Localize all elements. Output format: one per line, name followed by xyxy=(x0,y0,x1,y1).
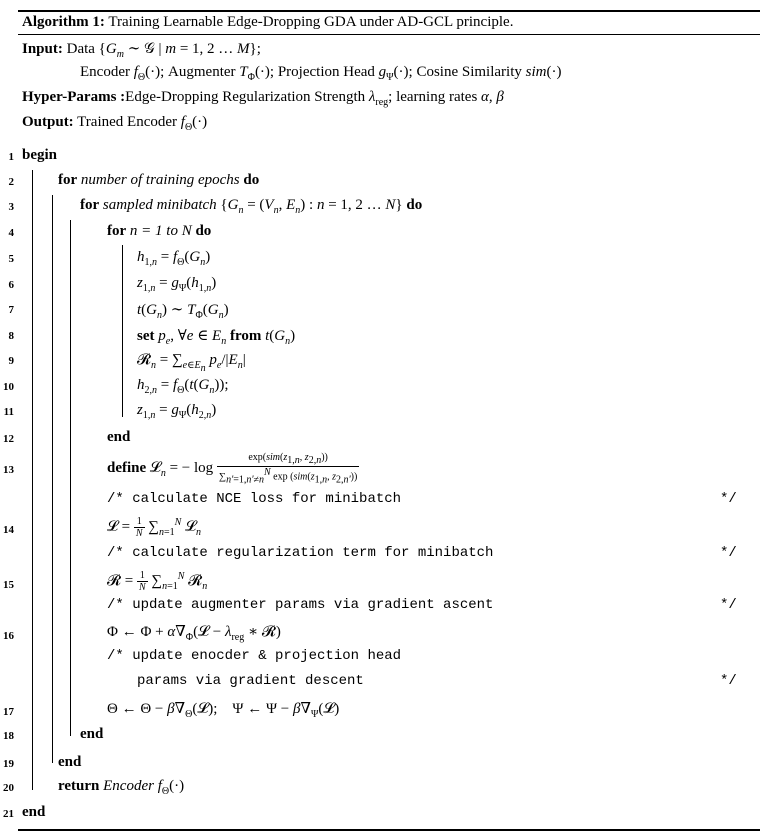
line-number: 2 xyxy=(8,176,14,188)
line-number: 11 xyxy=(3,406,14,418)
inner-loop-end: end xyxy=(107,429,131,445)
hyper-params-line: Hyper-Params :Edge-Dropping Regularization Strength $\lambda_{reg}$; learning rates α, β xyxy=(22,89,504,108)
line-17-descent: Θ ← $\Theta - \beta\nabla_\Theta(𝓛)$; Ψ ← $\Psi - \beta\nabla_\Psi(𝓛)$ xyxy=(107,701,340,720)
input-components: Encoder $f_\Theta(\cdot)$; Augmenter $T_\Phi(\cdot)$; Projection Head $g_\Psi(\cdot)$; Cosine Similarity sim(·) xyxy=(80,64,562,83)
line-9-regularizer: 𝓡$_n$ = $\sum_{e\in E_n}$ $p_e/|E_n|$ xyxy=(137,352,246,374)
minibatch-loop-bar xyxy=(70,220,71,736)
line-number: 19 xyxy=(3,758,14,770)
line-14-loss: 𝓛 = $\frac{1}{N}$ $\sum_{n=1}^N$ 𝓛$_n$ xyxy=(107,516,201,539)
caption-title: Training Learnable Edge-Dropping GDA under AD-GCL principle. xyxy=(108,14,514,30)
line-number: 1 xyxy=(8,151,14,163)
line-number: 3 xyxy=(8,201,14,213)
epoch-loop-line: for number of training epochs do xyxy=(58,172,260,188)
comment-augmenter: /* update augmenter params via gradient ascent xyxy=(107,597,494,613)
line-15-reg: 𝓡 = $\frac{1}{N}$ $\sum_{n=1}^N$ 𝓡$_n$ xyxy=(107,570,208,593)
nce-fraction: $\frac{\exp(sim(z_{1,n}, z_{2,n}))}{\sum_{n'=1,n'\ne n}^N \exp (sim(z_{1,n}, z_{2,n'}))}$ xyxy=(218,452,358,486)
line-11-project: $z_{1,n} = g_\Psi(h_{2,n})$ xyxy=(137,402,217,421)
line-number: 15 xyxy=(3,579,14,591)
line-16-ascent: Φ ← $\Phi + \alpha\nabla_\Phi(𝓛 - \lambda_{reg}$ ∗ 𝓡) xyxy=(107,624,281,643)
begin-keyword: begin xyxy=(22,147,58,163)
comment-end: */ xyxy=(720,491,737,507)
top-rule xyxy=(18,10,760,12)
minibatch-loop-end: end xyxy=(80,726,104,742)
caption-label: Algorithm 1: xyxy=(22,14,105,30)
line-10-encode: $h_{2,n} = f_\Theta(t(G_n))$; xyxy=(137,377,229,396)
comment-encoder: /* update enocder & projection head xyxy=(107,648,402,664)
line-number: 21 xyxy=(3,808,14,820)
epoch-loop-bar xyxy=(52,195,53,763)
line-number: 5 xyxy=(8,253,14,265)
hyper-label: Hyper-Params : xyxy=(22,89,126,105)
input-data: Data {$G_m$ ∼ 𝒢 | m = 1, 2 … M}; xyxy=(66,41,261,60)
line-13-define: define 𝓛$_n$ = − log $\frac{\exp(sim(z_{1,n}, z_{2,n}))}{\sum_{n'=1,n'\ne n}^N \exp (sim(z_{1,n}, z_{2,n'}))}$ xyxy=(107,452,358,486)
line-number: 20 xyxy=(3,782,14,794)
comment-end: */ xyxy=(720,597,737,613)
comment-end: */ xyxy=(720,673,737,689)
algorithm-caption xyxy=(22,14,513,31)
bottom-rule xyxy=(18,829,760,831)
begin-block-bar xyxy=(32,170,33,790)
line-number: 7 xyxy=(8,304,14,316)
comment-nce: /* calculate NCE loss for minibatch xyxy=(107,491,402,507)
line-number: 16 xyxy=(3,630,14,642)
begin-block-end: end xyxy=(22,804,46,820)
line-number: 9 xyxy=(8,355,14,367)
caption-rule xyxy=(18,34,760,35)
output-line: Output: Trained Encoder $f_\Theta(\cdot)$ xyxy=(22,114,208,133)
line-number: 8 xyxy=(8,330,14,342)
comment-end: */ xyxy=(720,545,737,561)
line-number: 12 xyxy=(3,433,14,445)
inner-loop-bar xyxy=(122,245,123,417)
line-number: 4 xyxy=(8,227,14,239)
line-8-set: set $p_e$, ∀e ∈ $E_n$ from $t(G_n)$ xyxy=(137,328,296,347)
comment-encoder-cont: params via gradient descent xyxy=(137,673,364,689)
input-label: Input: xyxy=(22,41,63,57)
return-line: return Encoder $f_\Theta(\cdot)$ xyxy=(58,778,185,797)
line-number: 10 xyxy=(3,381,14,393)
line-6-project: $z_{1,n} = g_\Psi(h_{1,n})$ xyxy=(137,275,217,294)
line-number: 14 xyxy=(3,524,14,536)
line-number: 13 xyxy=(3,464,14,476)
epoch-loop-end: end xyxy=(58,754,82,770)
line-number: 18 xyxy=(3,730,14,742)
comment-regularization: /* calculate regularization term for minibatch xyxy=(107,545,494,561)
output-label: Output: xyxy=(22,114,74,130)
minibatch-loop-line: for sampled minibatch {$G_n = (V_n$, $E_n$) : n = 1, 2 … N} do xyxy=(80,197,423,216)
line-number: 6 xyxy=(8,279,14,291)
line-5-encode: $h_{1,n} = f_\Theta(G_n)$ xyxy=(137,249,211,268)
input-line xyxy=(22,39,261,60)
line-number: 17 xyxy=(3,706,14,718)
line-7-augment: $t(G_n)$ ∼ $T_\Phi(G_n)$ xyxy=(137,302,229,321)
inner-loop-line: for n = 1 to N do xyxy=(107,223,212,239)
